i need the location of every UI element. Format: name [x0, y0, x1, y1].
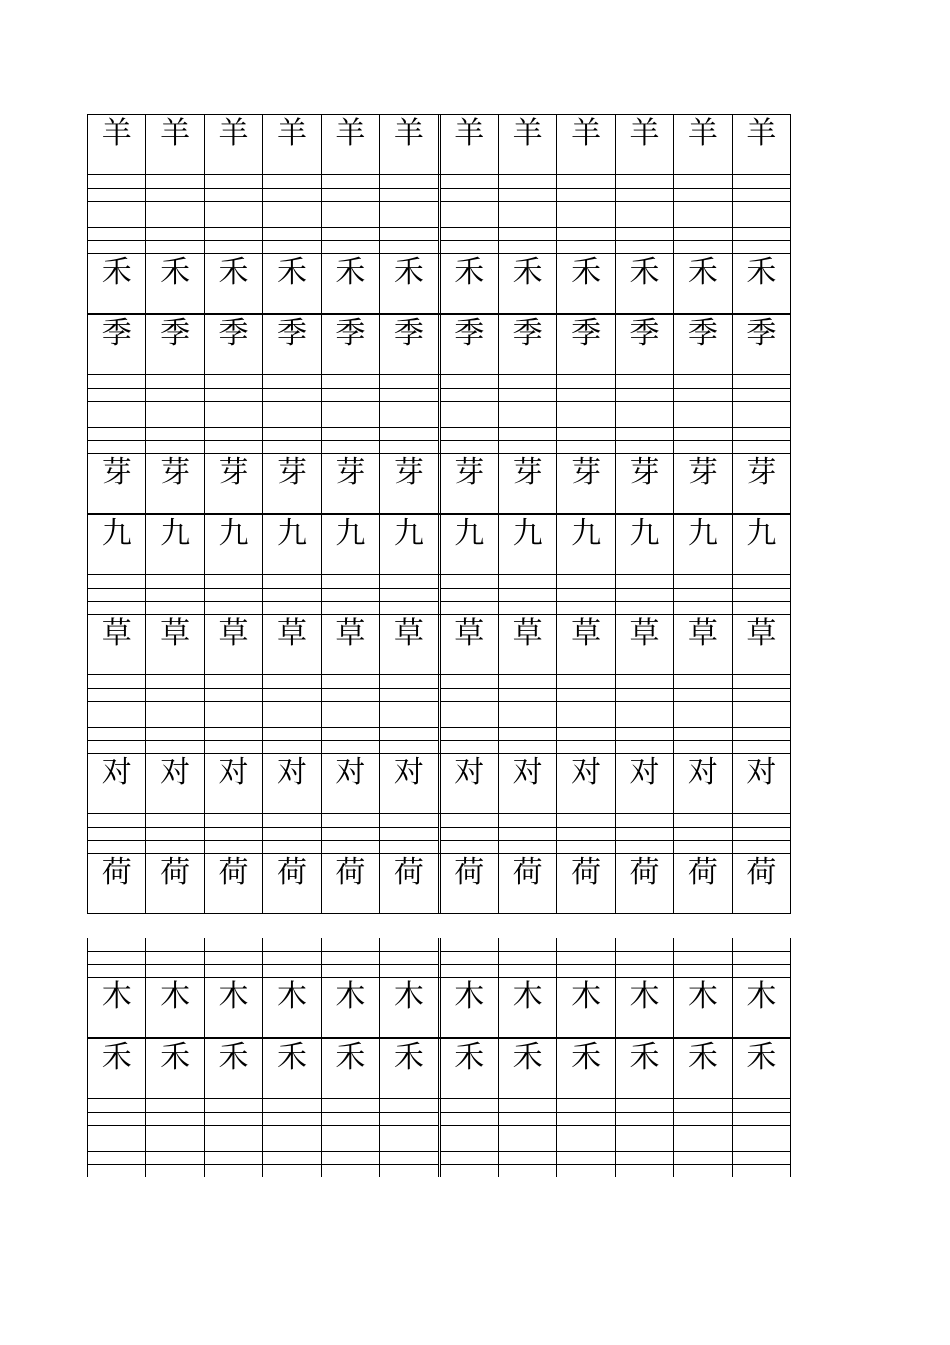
- pinyin-cell: [322, 175, 380, 214]
- character-cell: 木: [616, 978, 674, 1037]
- character-cell: 木: [263, 978, 321, 1037]
- pinyin-cell: [674, 375, 732, 414]
- pinyin-guide-band: [87, 214, 791, 253]
- character-cell: 季: [205, 315, 263, 374]
- character-cell: 草: [441, 615, 499, 674]
- pinyin-cell: [674, 214, 732, 253]
- pinyin-cell: [499, 714, 557, 753]
- pinyin-cell: [441, 714, 499, 753]
- character-cell: 芽: [87, 454, 146, 513]
- character-cell: 荷: [146, 854, 204, 913]
- pinyin-cell: [322, 414, 380, 453]
- pinyin-cell: [674, 175, 732, 214]
- character-cell: 禾: [146, 254, 204, 313]
- pinyin-cell: [616, 714, 674, 753]
- pinyin-cell: [322, 1138, 380, 1177]
- pinyin-cell: [733, 214, 791, 253]
- character-cell: 草: [87, 615, 146, 674]
- pinyin-cell: [441, 414, 499, 453]
- character-cell: 禾: [441, 254, 499, 313]
- character-cell: 草: [322, 615, 380, 674]
- character-cell: 芽: [733, 454, 791, 513]
- character-cell: 草: [616, 615, 674, 674]
- pinyin-cell: [146, 175, 204, 214]
- pinyin-cell: [733, 938, 791, 977]
- character-cell: 草: [499, 615, 557, 674]
- pinyin-cell: [441, 675, 499, 714]
- character-cell: 荷: [205, 854, 263, 913]
- character-cell: 禾: [87, 1039, 146, 1098]
- character-cell: 季: [616, 315, 674, 374]
- pinyin-cell: [733, 575, 791, 614]
- pinyin-cell: [557, 414, 615, 453]
- pinyin-cell: [557, 175, 615, 214]
- character-cell: 季: [322, 315, 380, 374]
- character-band: [87, 253, 791, 314]
- character-cell: 禾: [557, 254, 615, 313]
- character-cell: 荷: [733, 854, 791, 913]
- pinyin-cell: [87, 414, 146, 453]
- pinyin-cell: [322, 814, 380, 853]
- pinyin-cell: [263, 214, 321, 253]
- character-cell: 荷: [322, 854, 380, 913]
- character-cell: 羊: [616, 115, 674, 174]
- practice-row: [87, 938, 791, 1038]
- character-cell: 芽: [674, 454, 732, 513]
- pinyin-cell: [146, 375, 204, 414]
- pinyin-guide-band: [87, 814, 791, 853]
- character-cell: 草: [380, 615, 440, 674]
- pinyin-cell: [263, 575, 321, 614]
- pinyin-guide-band: [87, 414, 791, 453]
- character-cell: 季: [674, 315, 732, 374]
- character-band: [87, 314, 791, 375]
- character-cell: 九: [380, 515, 440, 574]
- practice-row: [87, 714, 791, 814]
- character-cell: 芽: [263, 454, 321, 513]
- character-cell: 禾: [499, 1039, 557, 1098]
- character-band: [87, 614, 791, 675]
- pinyin-guide-band: [87, 175, 791, 214]
- character-cell: 九: [499, 515, 557, 574]
- character-cell: 芽: [322, 454, 380, 513]
- pinyin-cell: [205, 214, 263, 253]
- pinyin-cell: [616, 375, 674, 414]
- practice-row: [87, 1138, 791, 1178]
- character-cell: 荷: [441, 854, 499, 913]
- character-cell: 羊: [322, 115, 380, 174]
- pinyin-cell: [557, 714, 615, 753]
- pinyin-cell: [205, 1099, 263, 1138]
- character-cell: 禾: [441, 1039, 499, 1098]
- practice-row: [87, 1038, 791, 1138]
- worksheet-block-1: [87, 114, 791, 914]
- character-cell: 九: [87, 515, 146, 574]
- character-cell: 芽: [616, 454, 674, 513]
- character-band: [87, 977, 791, 1038]
- character-cell: 草: [146, 615, 204, 674]
- character-cell: 木: [380, 978, 440, 1037]
- character-cell: 羊: [146, 115, 204, 174]
- character-cell: 九: [616, 515, 674, 574]
- pinyin-cell: [499, 814, 557, 853]
- character-cell: 九: [205, 515, 263, 574]
- pinyin-cell: [322, 714, 380, 753]
- character-cell: 禾: [733, 254, 791, 313]
- pinyin-cell: [733, 714, 791, 753]
- character-cell: 季: [733, 315, 791, 374]
- pinyin-cell: [499, 414, 557, 453]
- character-cell: 荷: [263, 854, 321, 913]
- pinyin-cell: [205, 814, 263, 853]
- pinyin-guide-band: [87, 675, 791, 714]
- pinyin-cell: [205, 175, 263, 214]
- pinyin-guide-band: [87, 375, 791, 414]
- pinyin-cell: [380, 214, 440, 253]
- character-cell: 荷: [87, 854, 146, 913]
- pinyin-cell: [733, 175, 791, 214]
- character-cell: 木: [441, 978, 499, 1037]
- pinyin-cell: [441, 575, 499, 614]
- pinyin-cell: [499, 675, 557, 714]
- pinyin-cell: [616, 175, 674, 214]
- character-cell: 禾: [674, 254, 732, 313]
- practice-row: [87, 814, 791, 914]
- character-cell: 禾: [146, 1039, 204, 1098]
- pinyin-cell: [441, 814, 499, 853]
- pinyin-cell: [380, 1099, 440, 1138]
- pinyin-guide-band: [87, 1099, 791, 1138]
- pinyin-cell: [205, 675, 263, 714]
- character-cell: 木: [322, 978, 380, 1037]
- character-cell: 禾: [674, 1039, 732, 1098]
- pinyin-cell: [146, 675, 204, 714]
- pinyin-guide-band: [87, 1138, 791, 1177]
- pinyin-cell: [146, 814, 204, 853]
- pinyin-cell: [87, 714, 146, 753]
- character-cell: 木: [87, 978, 146, 1037]
- character-cell: 禾: [263, 254, 321, 313]
- pinyin-cell: [263, 1138, 321, 1177]
- character-cell: 对: [146, 754, 204, 813]
- pinyin-cell: [616, 1138, 674, 1177]
- character-cell: 羊: [263, 115, 321, 174]
- character-cell: 禾: [616, 254, 674, 313]
- character-cell: 季: [557, 315, 615, 374]
- character-cell: 对: [205, 754, 263, 813]
- character-cell: 草: [263, 615, 321, 674]
- character-cell: 九: [146, 515, 204, 574]
- pinyin-cell: [380, 938, 440, 977]
- pinyin-cell: [557, 375, 615, 414]
- pinyin-cell: [205, 1138, 263, 1177]
- pinyin-cell: [263, 814, 321, 853]
- practice-row: [87, 114, 791, 214]
- character-cell: 禾: [733, 1039, 791, 1098]
- character-cell: 禾: [205, 1039, 263, 1098]
- pinyin-guide-band: [87, 575, 791, 614]
- pinyin-cell: [733, 675, 791, 714]
- pinyin-cell: [87, 575, 146, 614]
- character-band: [87, 853, 791, 914]
- character-cell: 季: [146, 315, 204, 374]
- character-cell: 季: [263, 315, 321, 374]
- character-cell: 木: [499, 978, 557, 1037]
- pinyin-cell: [146, 938, 204, 977]
- pinyin-cell: [733, 1138, 791, 1177]
- pinyin-cell: [322, 675, 380, 714]
- character-cell: 对: [380, 754, 440, 813]
- character-band: [87, 453, 791, 514]
- pinyin-cell: [441, 1138, 499, 1177]
- pinyin-cell: [499, 575, 557, 614]
- pinyin-cell: [263, 675, 321, 714]
- pinyin-cell: [146, 1138, 204, 1177]
- pinyin-cell: [263, 414, 321, 453]
- character-cell: 对: [674, 754, 732, 813]
- practice-row: [87, 614, 791, 714]
- pinyin-cell: [441, 175, 499, 214]
- pinyin-cell: [441, 938, 499, 977]
- pinyin-cell: [557, 1099, 615, 1138]
- pinyin-cell: [441, 214, 499, 253]
- pinyin-cell: [263, 375, 321, 414]
- pinyin-cell: [499, 938, 557, 977]
- pinyin-cell: [499, 375, 557, 414]
- pinyin-cell: [380, 375, 440, 414]
- pinyin-cell: [146, 714, 204, 753]
- pinyin-cell: [499, 1138, 557, 1177]
- pinyin-cell: [616, 675, 674, 714]
- character-band: [87, 1038, 791, 1099]
- character-band: [87, 753, 791, 814]
- pinyin-cell: [733, 1099, 791, 1138]
- character-cell: 荷: [616, 854, 674, 913]
- pinyin-cell: [616, 214, 674, 253]
- character-cell: 芽: [499, 454, 557, 513]
- pinyin-cell: [674, 938, 732, 977]
- character-cell: 荷: [557, 854, 615, 913]
- pinyin-cell: [733, 814, 791, 853]
- character-cell: 九: [557, 515, 615, 574]
- pinyin-cell: [87, 1138, 146, 1177]
- pinyin-cell: [733, 375, 791, 414]
- pinyin-cell: [87, 814, 146, 853]
- pinyin-cell: [616, 575, 674, 614]
- pinyin-cell: [87, 175, 146, 214]
- character-cell: 禾: [380, 254, 440, 313]
- pinyin-cell: [87, 375, 146, 414]
- character-cell: 羊: [557, 115, 615, 174]
- character-cell: 木: [146, 978, 204, 1037]
- pinyin-cell: [499, 175, 557, 214]
- character-cell: 禾: [205, 254, 263, 313]
- character-cell: 木: [733, 978, 791, 1037]
- character-cell: 羊: [87, 115, 146, 174]
- pinyin-cell: [674, 414, 732, 453]
- pinyin-cell: [441, 375, 499, 414]
- pinyin-cell: [616, 414, 674, 453]
- character-cell: 九: [441, 515, 499, 574]
- character-cell: 草: [557, 615, 615, 674]
- character-cell: 荷: [499, 854, 557, 913]
- pinyin-cell: [322, 575, 380, 614]
- character-cell: 草: [205, 615, 263, 674]
- pinyin-cell: [616, 1099, 674, 1138]
- pinyin-cell: [263, 714, 321, 753]
- character-cell: 木: [205, 978, 263, 1037]
- practice-row: [87, 214, 791, 314]
- character-cell: 芽: [146, 454, 204, 513]
- character-cell: 荷: [380, 854, 440, 913]
- pinyin-cell: [263, 175, 321, 214]
- character-cell: 木: [557, 978, 615, 1037]
- pinyin-cell: [87, 675, 146, 714]
- character-cell: 芽: [205, 454, 263, 513]
- character-cell: 羊: [380, 115, 440, 174]
- character-cell: 对: [557, 754, 615, 813]
- pinyin-cell: [380, 814, 440, 853]
- character-cell: 禾: [87, 254, 146, 313]
- pinyin-guide-band: [87, 714, 791, 753]
- pinyin-cell: [205, 938, 263, 977]
- pinyin-cell: [322, 375, 380, 414]
- character-cell: 季: [441, 315, 499, 374]
- character-cell: 禾: [322, 1039, 380, 1098]
- practice-row: [87, 414, 791, 514]
- pinyin-cell: [146, 575, 204, 614]
- character-cell: 芽: [557, 454, 615, 513]
- character-cell: 对: [616, 754, 674, 813]
- pinyin-cell: [380, 714, 440, 753]
- pinyin-cell: [263, 938, 321, 977]
- character-band: [87, 514, 791, 575]
- pinyin-cell: [205, 414, 263, 453]
- pinyin-cell: [87, 214, 146, 253]
- character-cell: 对: [322, 754, 380, 813]
- pinyin-cell: [205, 714, 263, 753]
- pinyin-cell: [557, 1138, 615, 1177]
- pinyin-cell: [674, 1138, 732, 1177]
- pinyin-cell: [380, 575, 440, 614]
- character-band: [87, 114, 791, 175]
- pinyin-cell: [674, 714, 732, 753]
- pinyin-cell: [146, 1099, 204, 1138]
- worksheet-block-2: [87, 938, 791, 1178]
- pinyin-cell: [674, 814, 732, 853]
- pinyin-cell: [87, 938, 146, 977]
- pinyin-cell: [380, 175, 440, 214]
- pinyin-cell: [674, 1099, 732, 1138]
- character-cell: 对: [87, 754, 146, 813]
- pinyin-cell: [441, 1099, 499, 1138]
- pinyin-cell: [322, 214, 380, 253]
- character-cell: 对: [441, 754, 499, 813]
- character-cell: 芽: [380, 454, 440, 513]
- pinyin-cell: [380, 675, 440, 714]
- character-cell: 羊: [441, 115, 499, 174]
- pinyin-cell: [146, 414, 204, 453]
- pinyin-cell: [380, 1138, 440, 1177]
- character-cell: 对: [499, 754, 557, 813]
- pinyin-cell: [87, 1099, 146, 1138]
- pinyin-cell: [733, 414, 791, 453]
- pinyin-cell: [322, 938, 380, 977]
- pinyin-cell: [380, 414, 440, 453]
- pinyin-cell: [263, 1099, 321, 1138]
- character-cell: 羊: [674, 115, 732, 174]
- pinyin-cell: [499, 214, 557, 253]
- pinyin-cell: [557, 675, 615, 714]
- pinyin-cell: [557, 938, 615, 977]
- pinyin-cell: [557, 575, 615, 614]
- character-cell: 荷: [674, 854, 732, 913]
- character-cell: 季: [87, 315, 146, 374]
- character-cell: 九: [674, 515, 732, 574]
- pinyin-cell: [557, 814, 615, 853]
- character-cell: 羊: [499, 115, 557, 174]
- character-cell: 九: [263, 515, 321, 574]
- pinyin-cell: [146, 214, 204, 253]
- character-cell: 禾: [557, 1039, 615, 1098]
- pinyin-cell: [499, 1099, 557, 1138]
- character-cell: 禾: [499, 254, 557, 313]
- pinyin-cell: [205, 575, 263, 614]
- character-cell: 对: [263, 754, 321, 813]
- pinyin-cell: [674, 675, 732, 714]
- pinyin-cell: [205, 375, 263, 414]
- character-cell: 禾: [380, 1039, 440, 1098]
- character-cell: 羊: [733, 115, 791, 174]
- character-cell: 木: [674, 978, 732, 1037]
- practice-row: [87, 314, 791, 414]
- pinyin-cell: [322, 1099, 380, 1138]
- character-cell: 九: [733, 515, 791, 574]
- character-cell: 草: [674, 615, 732, 674]
- pinyin-cell: [557, 214, 615, 253]
- character-cell: 季: [380, 315, 440, 374]
- character-cell: 禾: [322, 254, 380, 313]
- pinyin-cell: [616, 814, 674, 853]
- character-cell: 对: [733, 754, 791, 813]
- pinyin-guide-band: [87, 938, 791, 977]
- pinyin-cell: [616, 938, 674, 977]
- character-cell: 禾: [263, 1039, 321, 1098]
- practice-row: [87, 514, 791, 614]
- character-cell: 羊: [205, 115, 263, 174]
- pinyin-cell: [674, 575, 732, 614]
- character-cell: 草: [733, 615, 791, 674]
- character-cell: 禾: [616, 1039, 674, 1098]
- character-cell: 芽: [441, 454, 499, 513]
- character-cell: 九: [322, 515, 380, 574]
- character-cell: 季: [499, 315, 557, 374]
